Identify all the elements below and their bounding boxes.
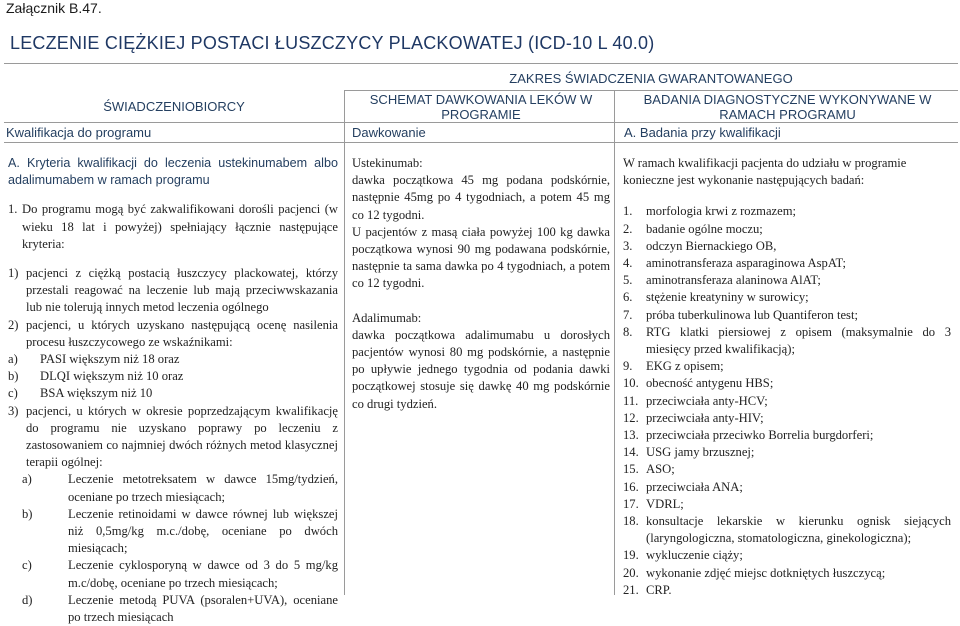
list-letter: c) [8,386,18,401]
list-number: 2) [8,317,19,332]
list-number: 6. [623,290,633,305]
criterion-text: pacjenci, u których w okresie poprzedzającym kwalifikację do programu nie uzyskano poprawy po leczeniu z zastosowaniem co najmniej dwóch różnych metod klasycznej terapii ogólnej: [26,403,338,470]
col2-subheader: Dawkowanie [352,125,426,140]
list-letter: b) [8,369,19,384]
criterion-text: DLQI większym niż 10 oraz [40,369,184,384]
list-item [623,479,951,496]
list-letter: a) [8,352,18,367]
page-title: LECZENIE CIĘŻKIEJ POSTACI ŁUSZCZYCY PLACKOWATEJ (ICD-10 L 40.0) [10,33,655,53]
list-number: 21. [623,582,639,597]
ustekinumab-dose: dawka początkowa 45 mg podana podskórnie, następnie 45mg po 4 tygodniach, a potem 45 mg co 12 tygodni. [352,173,610,222]
list-item [623,203,951,220]
criterion-text: pacjenci z ciężką postacią łuszczycy plackowatej, którzy przestali reagować na leczenie lub mają przeciwwskazania lub nie tolerują innych metod leczenia ogólnego [26,266,338,315]
test-name: aminotransferaza alaninowa AlAT; [646,273,821,288]
list-item [623,307,951,324]
list-number: 3. [623,238,633,253]
tests-intro: W ramach kwalifikacji pacjenta do udziału w programie konieczne jest wykonanie następujących badań: [623,156,907,188]
dosing-schedule [352,155,610,413]
header-divider [4,122,958,123]
list-item [623,461,951,478]
test-name: obecność antygenu HBS; [646,376,774,391]
list-number: 8. [623,324,633,339]
test-name: morfologia krwi z rozmazem; [646,204,797,219]
list-letter: d) [22,592,33,607]
column-divider-2 [614,90,615,595]
adalimumab-dose: dawka początkowa adalimumabu u dorosłych pacjentów wynosi 80 mg podskórnie, a następnie po upływie jednego tygodnia od podania dawki początkowej stosuje się dawkę 40 mg podskórnie co drugi tydzień. [352,327,610,411]
test-name: badanie ogólne moczu; [646,221,763,236]
criterion-2 [8,317,338,351]
test-name: stężenie kreatyniny w surowicy; [646,290,809,305]
list-item [623,393,951,410]
list-number: 5. [623,273,633,288]
test-name: przeciwciała anty-HIV; [646,410,764,425]
criteria-point-1 [8,201,338,253]
test-name: ASO; [646,462,675,477]
list-number: 2. [623,221,633,236]
list-number: 12. [623,410,639,425]
diagnostic-tests [623,155,951,599]
test-name: przeciwciała ANA; [646,479,743,494]
list-item [623,358,951,375]
test-name: konsultacje lekarskie w kierunku ognisk siejących (laryngologiczna, stomatologiczna, ginekologiczna); [646,514,951,546]
test-name: RTG klatki piersiowej z opisem (maksymalnie do 3 miesięcy przed kwalifikacją); [646,324,951,357]
col1-header: ŚWIADCZENIOBIORCY [103,99,245,114]
criterion-text: PASI większym niż 18 oraz [40,352,180,367]
list-letter: b) [22,506,33,521]
list-item [623,427,951,444]
list-number: 20. [623,565,639,580]
test-name: wykluczenie ciąży; [646,548,743,563]
scope-header: ZAKRES ŚWIADCZENIA GWARANTOWANEGO [509,71,793,86]
list-item [623,513,951,547]
list-item [623,272,951,289]
list-number: 7. [623,307,633,322]
list-item [623,496,951,513]
column-divider-1 [344,90,345,595]
test-name: aminotransferaza asparaginowa AspAT; [646,256,847,271]
list-item [623,221,951,238]
list-number: 14. [623,445,639,460]
list-number: 3) [8,403,19,418]
list-number: 9. [623,359,633,374]
annex-label: Załącznik B.47. [6,0,102,16]
test-name: próba tuberkulinowa lub Quantiferon test; [646,307,858,322]
list-item [623,410,951,427]
list-item [623,238,951,255]
criterion-3d [8,592,338,626]
criteria-text: Do programu mogą być zakwalifikowani dorośli pacjenci (w wieku 18 lat i powyżej) spełniający łącznie następujące kryteria: [22,202,338,251]
list-number: 18. [623,514,639,529]
criterion-2b [8,368,338,385]
list-number: 11. [623,393,639,408]
list-item [623,547,951,564]
col2-header: SCHEMAT DAWKOWANIA LEKÓW W PROGRAMIE [369,92,593,122]
list-number: 16. [623,479,639,494]
col3-subheader: A. Badania przy kwalifikacji [624,125,781,140]
list-letter: c) [22,558,32,573]
criterion-1 [8,265,338,317]
list-number: 19. [623,548,639,563]
list-item [623,255,951,272]
test-name: przeciwciała przeciwko Borrelia burgdorferi; [646,428,874,443]
list-number: 17. [623,496,639,511]
test-name: USG jamy brzusznej; [646,445,755,460]
list-number: 10. [623,376,639,391]
criteria-heading: A. Kryteria kwalifikacji do leczenia ustekinumabem albo adalimumabem w ramach programu [8,156,338,188]
list-number: 1. [8,202,18,217]
criterion-3a [8,471,338,505]
list-letter: a) [22,472,32,487]
criterion-text: Leczenie metodą PUVA (psoralen+UVA), oceniane po trzech miesiącach [68,592,338,625]
list-number: 13. [623,428,639,443]
list-number: 15. [623,462,639,477]
ustekinumab-title: Ustekinumab: [352,156,423,170]
test-name: odczyn Biernackiego OB, [646,238,777,253]
ustekinumab-dose-heavy: U pacjentów z masą ciała powyżej 100 kg dawka początkowa wynosi 90 mg podawana podskórnie, następnie ta sama dawka po 4 tygodniach, a potem co 12 tygodni. [352,224,610,291]
criterion-text: Leczenie cyklosporyną w dawce od 3 do 5 mg/kg m.c/dobę, oceniane po trzech miesiącach; [68,558,338,590]
criterion-3 [8,403,338,472]
list-item [623,289,951,306]
criterion-text: Leczenie retinoidami w dawce równej lub większej niż 0,5mg/kg m.c./dobę, oceniane po dwóch miesiącach; [68,506,338,556]
list-number: 4. [623,256,633,271]
subheader-divider [4,142,958,143]
criterion-2a [8,351,338,368]
adalimumab-title: Adalimumab: [352,310,422,325]
scope-divider [344,90,958,91]
col1-subheader: Kwalifikacja do programu [6,125,152,140]
list-item [623,375,951,392]
test-name: CRP. [646,582,672,597]
list-item [623,565,951,582]
col3-header: BADANIA DIAGNOSTYCZNE WYKONYWANE W RAMACH PROGRAMU [643,92,932,122]
test-name: EKG z opisem; [646,359,724,374]
table-top-border [4,63,958,64]
test-name: przeciwciała anty-HCV; [646,393,768,408]
list-item [623,324,951,358]
criterion-3b [8,506,338,558]
qualification-criteria [8,155,338,626]
list-number: 1. [623,204,633,219]
list-number: 1) [8,266,19,281]
test-name: VDRL; [646,496,684,511]
criterion-2c [8,385,338,402]
test-name: wykonanie zdjęć miejsc dotkniętych łuszczycą; [646,565,886,580]
criterion-text: pacjenci, u których uzyskano następującą ocenę nasilenia procesu łuszczycowego ze wskaźnikami: [26,317,338,349]
list-item [623,444,951,461]
tests-list [623,203,951,599]
criterion-3c [8,557,338,591]
criterion-text: BSA większym niż 10 [40,386,153,401]
criterion-text: Leczenie metotreksatem w dawce 15mg/tydzień, oceniane po trzech miesiącach; [68,472,338,504]
list-item [623,582,951,599]
